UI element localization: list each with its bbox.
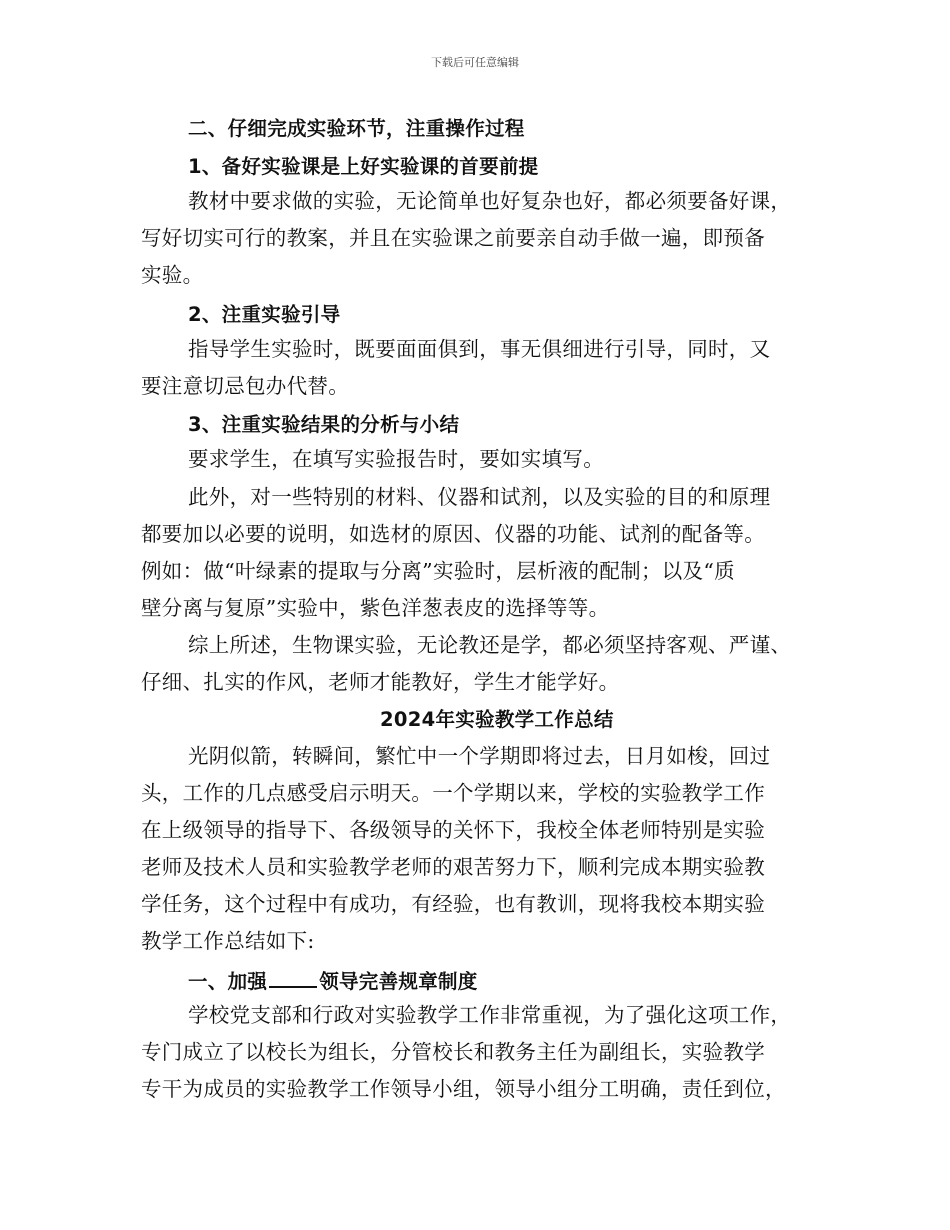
- paragraph-line: 例如：做“叶绿素的提取与分离”实验时，层析液的配制；以及“质: [141, 559, 735, 583]
- section-heading-part: 一、加强: [188, 970, 268, 993]
- document-title: 2024年实验教学工作总结: [380, 708, 614, 731]
- paragraph-line: 仔细、扎实的作风，老师才能教好，学生才能学好。: [141, 670, 620, 694]
- subheading: 1、备好实验课是上好实验课的首要前提: [188, 155, 539, 178]
- section-heading: 二、仔细完成实验环节，注重操作过程: [188, 117, 525, 140]
- paragraph-line: 在上级领导的指导下、各级领导的关怀下，我校全体老师特别是实验: [141, 818, 765, 842]
- paragraph-line: 专门成立了以校长为组长，分管校长和教务主任为副组长，实验教学: [141, 1040, 765, 1064]
- paragraph-line: 综上所述，生物课实验，无论教还是学，都必须坚持客观、严谨、: [188, 633, 792, 657]
- paragraph-line: 教学工作总结如下:: [141, 929, 315, 953]
- paragraph-line: 学任务，这个过程中有成功，有经验，也有教训，现将我校本期实验: [141, 892, 765, 916]
- subheading: 3、注重实验结果的分析与小结: [188, 413, 460, 436]
- paragraph-line: 要求学生，在填写实验报告时，要如实填写。: [188, 447, 604, 471]
- paragraph-line: 壁分离与复原”实验中，紫色洋葱表皮的选择等等。: [141, 596, 610, 620]
- paragraph-line: 老师及技术人员和实验教学老师的艰苦努力下，顺利完成本期实验教: [141, 855, 765, 879]
- paragraph-line: 都要加以必要的说明，如选材的原因、仪器的功能、试剂的配备等。: [141, 522, 765, 546]
- section-heading: [188, 966, 478, 996]
- subheading: 2、注重实验引导: [188, 303, 341, 326]
- paragraph-line: 指导学生实验时，既要面面俱到，事无俱细进行引导，同时，又: [188, 337, 771, 361]
- paragraph-line: 光阴似箭，转瞬间，繁忙中一个学期即将过去，日月如梭，回过: [188, 744, 771, 768]
- blank-underline: [269, 966, 317, 988]
- page-header: 下载后可任意编辑: [431, 56, 519, 69]
- paragraph-line: 实验。: [141, 263, 204, 287]
- paragraph-line: 头，工作的几点感受启示明天。一个学期以来，学校的实验教学工作: [141, 781, 765, 805]
- paragraph-line: 学校党支部和行政对实验教学工作非常重视，为了强化这项工作，: [188, 1003, 792, 1027]
- paragraph-line: 此外，对一些特别的材料、仪器和试剂，以及实验的目的和原理: [188, 485, 771, 509]
- paragraph-line: 写好切实可行的教案，并且在实验课之前要亲自动手做一遍，即预备: [141, 226, 765, 250]
- paragraph-line: 专干为成员的实验教学工作领导小组，领导小组分工明确，责任到位，: [141, 1077, 786, 1101]
- paragraph-line: 教材中要求做的实验，无论简单也好复杂也好，都必须要备好课，: [188, 189, 792, 213]
- section-heading-part: 领导完善规章制度: [319, 970, 478, 993]
- paragraph-line: 要注意切忌包办代替。: [141, 374, 349, 398]
